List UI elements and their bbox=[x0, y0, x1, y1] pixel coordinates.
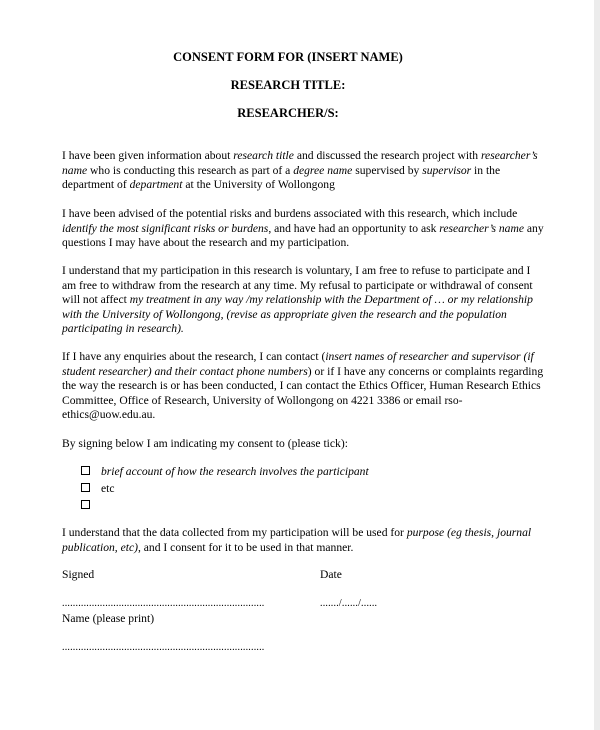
date-label: Date bbox=[320, 568, 342, 581]
p2-text: any questions I may have about the research and my participation. bbox=[62, 221, 544, 250]
research-title-heading: RESEARCH TITLE: bbox=[230, 78, 346, 92]
checkbox[interactable] bbox=[81, 483, 90, 492]
signature-line[interactable]: ........................................................................... bbox=[62, 598, 265, 609]
p1-text: and discussed the research project with bbox=[293, 149, 481, 162]
consent-option-3[interactable] bbox=[81, 499, 101, 512]
p2-text: , and have had an opportunity to ask bbox=[268, 221, 440, 235]
signed-label: Signed bbox=[62, 568, 95, 581]
p4-text: ) or if I have any concerns or complaints regarding the way the research is or has been conducted, I can contact the Ethics Officer, Human Research Ethics Committee, Office of Research, University of Wollongong on 4221 3386 or email rso-ethics@uow.edu.au. bbox=[62, 364, 544, 422]
paragraph-consent-intro: By signing below I am indicating my consent to (please tick): bbox=[62, 437, 348, 450]
page-edge-shadow bbox=[594, 0, 600, 730]
checkbox[interactable] bbox=[81, 466, 90, 475]
p1-text: who is conducting this research as part of a bbox=[87, 163, 294, 177]
p2-text: I have been advised of the potential risks and burdens associated with this research, which include bbox=[62, 207, 518, 220]
p4-contacts: insert names of researcher and supervisor (if student researcher) and their contact phone numbers bbox=[62, 350, 534, 378]
p3-text: I understand that my participation in this research is voluntary, I am free to refuse to participate and I am free to withdraw from the research at any time. My refusal to participate or withdrawal of consent will not affect bbox=[62, 264, 533, 307]
consent-option-label: brief account of how the research involves the participant bbox=[101, 465, 369, 478]
p1-text: in the department of bbox=[62, 163, 501, 192]
p2-researcher-name: researcher’s name bbox=[439, 221, 524, 235]
p4-text: If I have any enquiries about the research, I can contact ( bbox=[62, 350, 326, 363]
p6-text: , and I consent for it to be used in that manner. bbox=[137, 540, 354, 554]
paragraph-voluntary bbox=[62, 264, 546, 337]
p2-risks: identify the most significant risks or burdens bbox=[62, 221, 269, 235]
checkbox[interactable] bbox=[81, 500, 90, 509]
paragraph-risks bbox=[62, 207, 546, 251]
name-print-line[interactable]: ........................................................................... bbox=[62, 642, 265, 653]
consent-option-1[interactable] bbox=[81, 465, 369, 478]
p1-researcher-name: researcher’s name bbox=[62, 149, 538, 177]
p6-text: I understand that the data collected from my participation will be used for bbox=[62, 526, 407, 539]
consent-option-label: etc bbox=[101, 482, 115, 495]
paragraph-enquiries bbox=[62, 350, 546, 423]
p1-degree-name: degree name bbox=[293, 163, 353, 177]
p1-supervisor: supervisor bbox=[422, 163, 472, 177]
p1-text: at the University of Wollongong bbox=[182, 178, 335, 192]
consent-option-2[interactable] bbox=[81, 482, 115, 495]
p1-research-title: research title bbox=[233, 149, 294, 162]
paragraph-data-use bbox=[62, 526, 546, 555]
p1-text: supervised by bbox=[352, 163, 423, 177]
p3-relationship: my treatment in any way /my relationship with the Department of … or my relationship with the University of Wollongong, (revise as appropriate given the research and the population participating in research). bbox=[62, 293, 533, 336]
p1-department: department bbox=[129, 178, 183, 192]
paragraph-information bbox=[62, 149, 546, 193]
p6-purpose: purpose (eg thesis, journal publication, etc) bbox=[62, 526, 532, 554]
researchers-heading: RESEARCHER/S: bbox=[237, 106, 339, 120]
p1-text: I have been given information about bbox=[62, 149, 234, 162]
form-title: CONSENT FORM FOR (INSERT NAME) bbox=[173, 50, 403, 64]
name-print-label: Name (please print) bbox=[62, 612, 155, 625]
date-line[interactable]: ......./....../...... bbox=[320, 598, 378, 609]
